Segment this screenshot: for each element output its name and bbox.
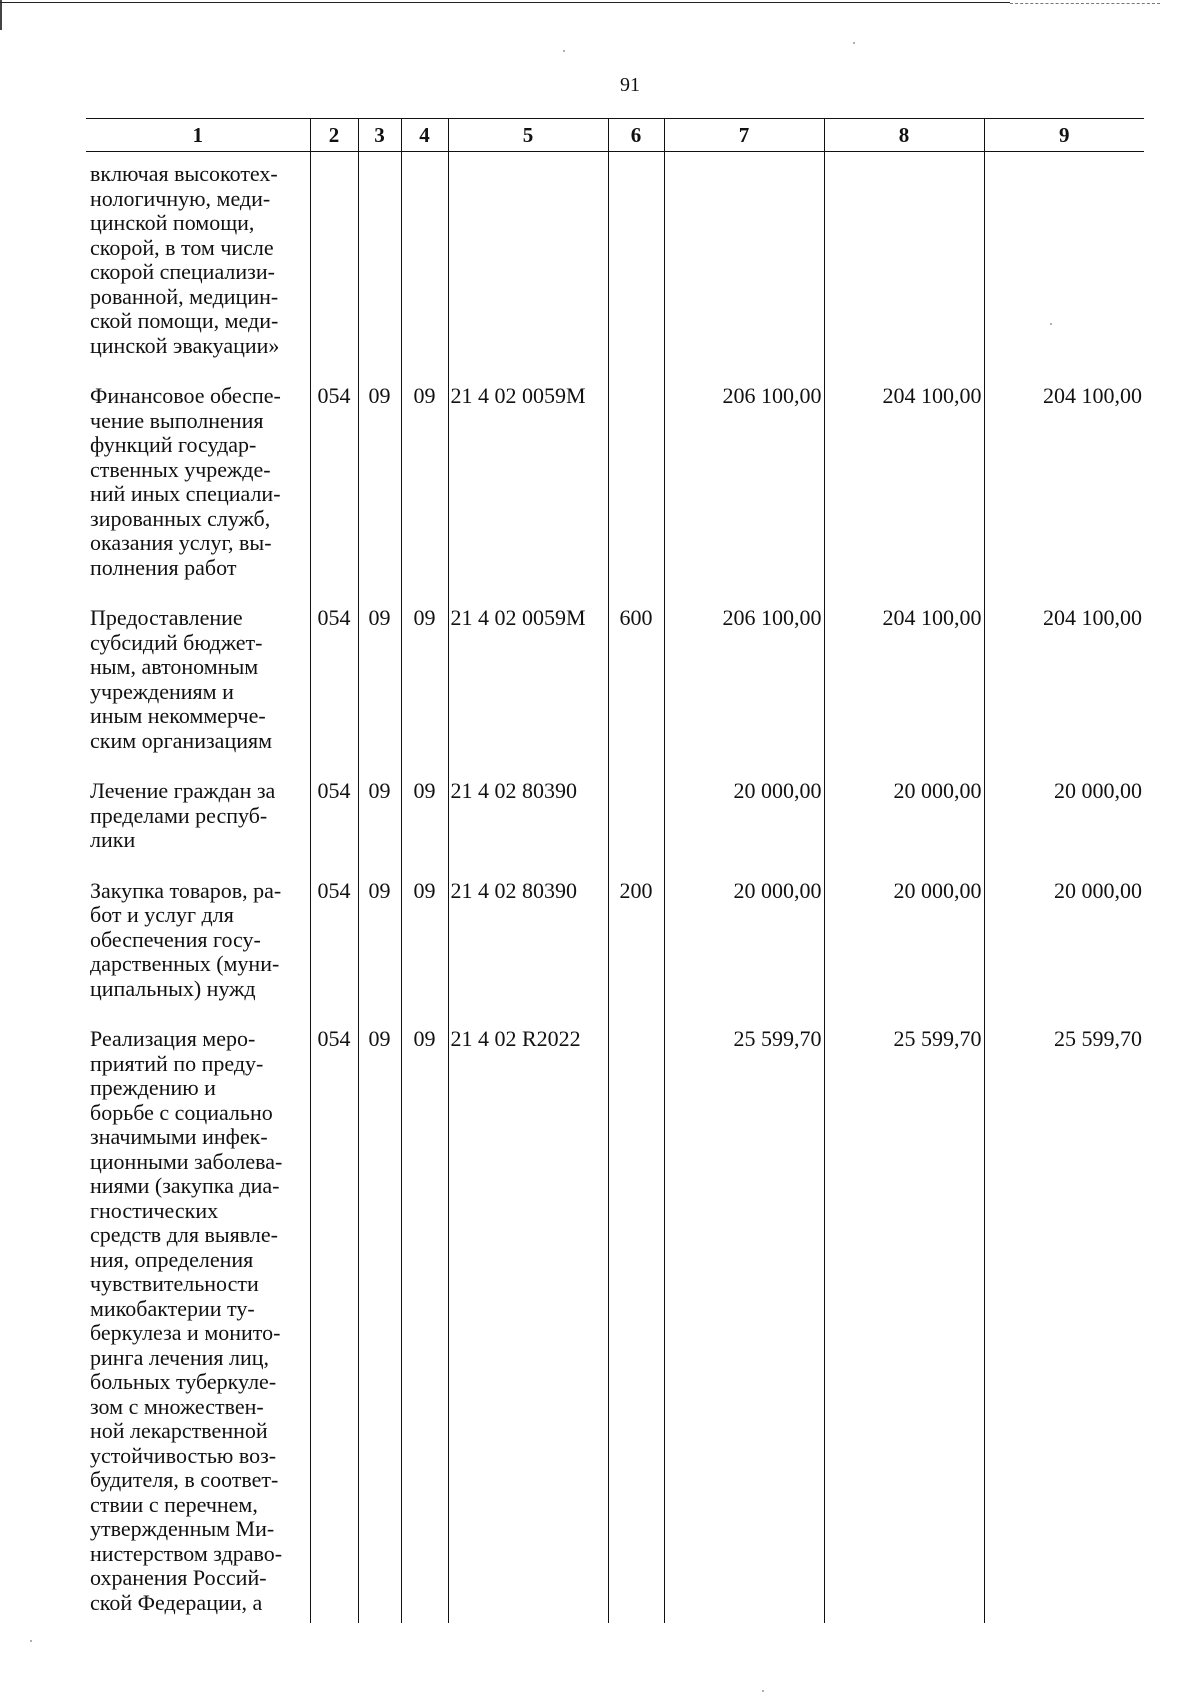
cell-section: 09 <box>358 1027 401 1623</box>
column-header: 6 <box>608 119 664 152</box>
table-row <box>86 606 1144 779</box>
cell-expense-type <box>608 384 664 606</box>
cell-subsection: 09 <box>401 1027 448 1623</box>
table-row <box>86 779 1144 879</box>
table-row <box>86 879 1144 1028</box>
column-header: 7 <box>664 119 824 152</box>
column-header: 1 <box>86 119 310 152</box>
cell-ministry-code: 054 <box>310 384 358 606</box>
cell-amount-col7: 206 100,00 <box>664 606 824 779</box>
scan-speck <box>853 42 855 44</box>
column-header: 4 <box>401 119 448 152</box>
scan-speck <box>1050 323 1052 325</box>
cell-target-article: 21 4 02 0059M <box>448 384 608 606</box>
cell-expense-type <box>608 779 664 879</box>
row-description: включая высокотех- нологичную, меди- цинской помощи, скорой, в том числе скорой специализи- рованной, медицин- ской помощи, меди- цинской эвакуации» <box>90 161 280 358</box>
cell-subsection: 09 <box>401 384 448 606</box>
column-header: 9 <box>984 119 1144 152</box>
cell-ministry-code: 054 <box>310 879 358 1028</box>
cell-amount-col8 <box>824 152 984 385</box>
cell-target-article: 21 4 02 R2022 <box>448 1027 608 1623</box>
cell-amount-col9: 204 100,00 <box>984 384 1144 606</box>
cell-section: 09 <box>358 606 401 779</box>
cell-expense-type: 200 <box>608 879 664 1028</box>
cell-amount-col9: 20 000,00 <box>984 879 1144 1028</box>
budget-table <box>86 118 1144 1623</box>
column-header: 5 <box>448 119 608 152</box>
row-description: Закупка товаров, ра- бот и услуг для обеспечения госу- дарственных (муни- ципальных) нужд <box>90 877 282 1001</box>
table-row <box>86 152 1144 385</box>
page-top-rule <box>0 2 1010 3</box>
cell-amount-col9 <box>984 152 1144 385</box>
cell-amount-col8: 20 000,00 <box>824 779 984 879</box>
table-row <box>86 1027 1144 1623</box>
cell-expense-type <box>608 152 664 385</box>
scan-speck <box>30 1640 32 1642</box>
cell-section <box>358 152 401 385</box>
cell-target-article: 21 4 02 80390 <box>448 879 608 1028</box>
page-number: 91 <box>620 74 640 96</box>
cell-section: 09 <box>358 384 401 606</box>
table-header-row <box>86 119 1144 152</box>
cell-subsection <box>401 152 448 385</box>
row-description: Лечение граждан за пределами респуб- лики <box>90 778 276 852</box>
cell-amount-col7: 25 599,70 <box>664 1027 824 1623</box>
cell-amount-col7 <box>664 152 824 385</box>
scan-speck <box>563 50 565 52</box>
table-row <box>86 384 1144 606</box>
cell-amount-col8: 20 000,00 <box>824 879 984 1028</box>
page-top-rule-fade <box>1010 3 1160 4</box>
cell-target-article: 21 4 02 0059M <box>448 606 608 779</box>
cell-subsection: 09 <box>401 779 448 879</box>
cell-amount-col9: 25 599,70 <box>984 1027 1144 1623</box>
cell-amount-col7: 206 100,00 <box>664 384 824 606</box>
cell-ministry-code: 054 <box>310 606 358 779</box>
column-header: 8 <box>824 119 984 152</box>
cell-expense-type <box>608 1027 664 1623</box>
cell-target-article <box>448 152 608 385</box>
row-description: Предоставление субсидий бюджет- ным, автономным учреждениям и иным некоммерче- ским организациям <box>90 605 273 753</box>
cell-amount-col7: 20 000,00 <box>664 879 824 1028</box>
cell-ministry-code <box>310 152 358 385</box>
cell-amount-col9: 204 100,00 <box>984 606 1144 779</box>
cell-amount-col8: 204 100,00 <box>824 606 984 779</box>
cell-subsection: 09 <box>401 879 448 1028</box>
cell-amount-col8: 25 599,70 <box>824 1027 984 1623</box>
cell-subsection: 09 <box>401 606 448 779</box>
cell-section: 09 <box>358 779 401 879</box>
scan-edge-mark <box>0 0 2 30</box>
column-header: 2 <box>310 119 358 152</box>
cell-section: 09 <box>358 879 401 1028</box>
scan-speck <box>762 1690 764 1692</box>
cell-amount-col8: 204 100,00 <box>824 384 984 606</box>
row-description: Финансовое обеспе- чение выполнения функций государ- ственных учрежде- ний иных специали- зированных служб, оказания услуг, вы- полнения работ <box>90 383 281 580</box>
cell-amount-col7: 20 000,00 <box>664 779 824 879</box>
cell-amount-col9: 20 000,00 <box>984 779 1144 879</box>
cell-ministry-code: 054 <box>310 779 358 879</box>
cell-ministry-code: 054 <box>310 1027 358 1623</box>
row-description: Реализация меро- приятий по преду- преждению и борьбе с социально значимыми инфек- ционными заболева- ниями (закупка диа- гностических средств для выявле- ния, определения чувствительности микобактерии ту- беркулеза и монито- ринга лечения лиц, больных туберкуле- зом с множествен- ной лекарственной устойчивостью воз- будителя, в соответ- ствии с перечнем, утвержденным Ми- нистерством здраво- охранения Россий- ской Федерации, а <box>90 1026 283 1615</box>
budget-table-container <box>86 118 1144 1623</box>
cell-target-article: 21 4 02 80390 <box>448 779 608 879</box>
column-header: 3 <box>358 119 401 152</box>
cell-expense-type: 600 <box>608 606 664 779</box>
